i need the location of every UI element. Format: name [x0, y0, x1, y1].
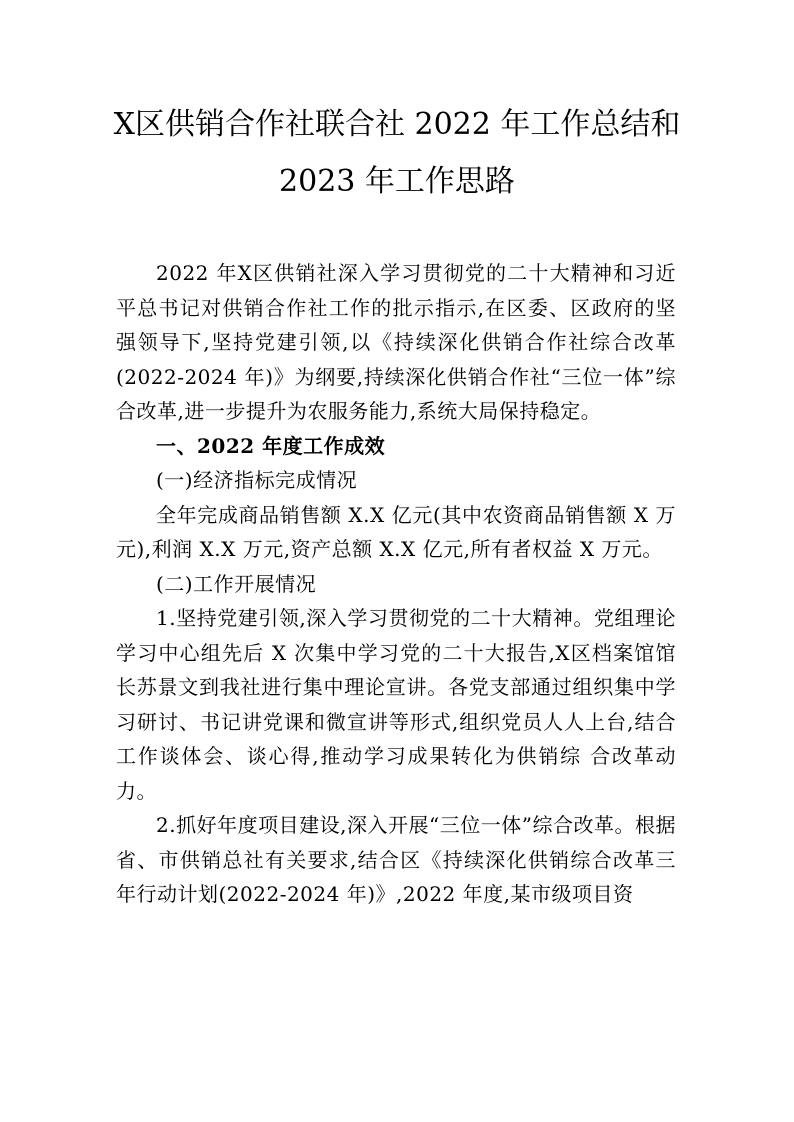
document-title-line-2: 2023 年工作思路	[279, 164, 515, 199]
section-1-heading: 一、2022 年度工作成效	[156, 433, 386, 458]
subsection-2-heading: (二)工作开展情况	[156, 571, 317, 596]
item-2-paragraph: 2.抓好年度项目建设,深入开展“三位一体”综合改革。根据省、市供销总社有关要求,结合区《持续深化供销综合改革三年行动计划(2022-2024 年)》,2022 年度,某市级项目资	[116, 813, 676, 906]
document-title-line-1: X区供销合作社联合社 2022 年工作总结和	[113, 107, 681, 142]
document-body	[116, 256, 676, 912]
item-1-paragraph: 1.坚持党建引领,深入学习贯彻党的二十大精神。党组理论学习中心组先后 X 次集中学习党的二十大报告,X区档案馆馆长苏景文到我社进行集中理论宣讲。各党支部通过组织集中学习研讨、书记讲党课和微宣讲等形式,组织党员人人上台,结合工作谈体会、谈心得,推动学习成果转化为供销综 合改革动力。	[116, 606, 676, 803]
intro-paragraph: 2022 年X区供销社深入学习贯彻党的二十大精神和习近平总书记对供销合作社工作的批示指示,在区委、区政府的坚强领导下,坚持党建引领,以《持续深化供销合作社综合改革(2022-2024 年)》为纲要,持续深化供销合作社“三位一体”综合改革,进一步提升为农服务能力,系统大局保持稳定。	[116, 261, 676, 423]
subsection-1-paragraph: 全年完成商品销售额 X.X 亿元(其中农资商品销售额 X 万元),利润 X.X 万元,资产总额 X.X 亿元,所有者权益 X 万元。	[116, 502, 676, 561]
subsection-1-heading: (一)经济指标完成情况	[156, 468, 358, 492]
